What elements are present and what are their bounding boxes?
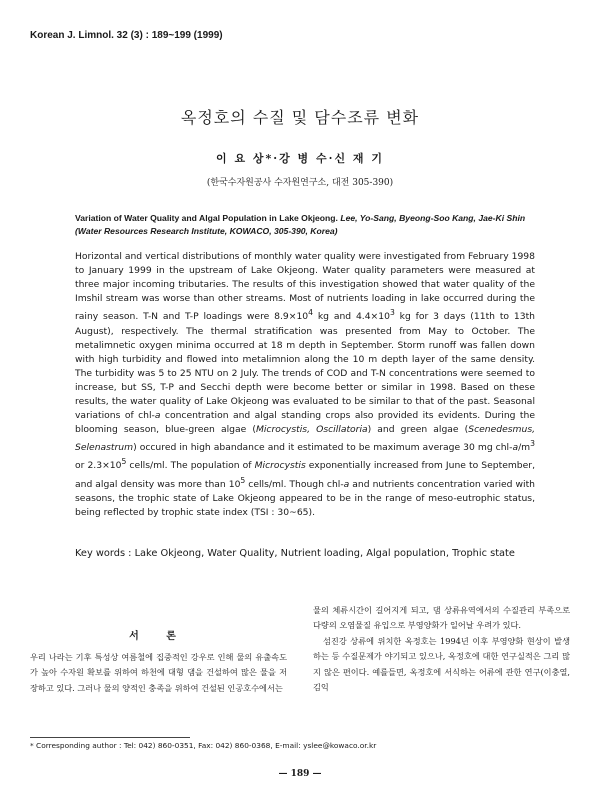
- abstract-text: ) and green algae (: [367, 424, 469, 436]
- italic-term: a: [512, 442, 519, 454]
- superscript: 3: [530, 439, 535, 449]
- body-paragraph: 물의 체류시간이 길어지게 되고, 댐 상류유역에서의 수질관리 부족으로 다량의 오염물질 유입으로 부영양화가 일어날 우려가 있다.: [313, 605, 570, 631]
- italic-term: Microcystis, Oscillatoria: [255, 424, 368, 436]
- section-heading-introduction: 서 론: [129, 631, 188, 642]
- body-paragraph: 섬진강 상류에 위치한 옥정호는 1994년 이후 부영양화 현상이 발생하는 등 수질문제가 야기되고 있으나, 옥정호에 대한 연구실적은 그리 많지 않은 편이다. 예를들면, 옥정호에 서식하는 어류에 관한 연구(이충열, 김익: [313, 635, 570, 693]
- abstract-text: and nutrients concentration varied with seasons, the trophic state of Lake Okjeong appeared to be in the range of meso-eutrophic status, being reflected by trophic state index (TSI : 30~65).: [75, 478, 535, 518]
- body-column-right: [313, 603, 570, 695]
- abstract-text: Horizontal and vertical distributions of monthly water quality were investigated from February 1998 to January 1999 in the upstream of Lake Okjeong. Water quality parameters were measured at three major incoming tributaries. The results of this investigation showed that water quality of the Imshil stream was worse than other streams. Most of nutrients loading in lake occurred during the rainy season. T-N and T-P loadings were 8.9×10: [75, 251, 535, 323]
- superscript: 5: [240, 475, 246, 485]
- abstract-text: kg for 3 days (11th to 13th August), respectively. The thermal stratification was presented from May to October. The metalimnetic oxygen minima occurred at 18 m depth in September. Storm runoff was fallen down with high turbidity and flowed into metalimnion along the 10 m depth layer of the same density. The turbidity was 5 to 25 NTU on 2 July. The trends of COD and T-N concentrations were seemed to increase, but SS, T-P and Secchi depth were become better or similar in 1998. Based on these results, the water quality of Lake Okjeong was evaluated to be similar to that of the past. Seasonal variations of chl-: [75, 311, 535, 422]
- superscript: 3: [389, 308, 395, 318]
- page-number: — 189 —: [278, 769, 322, 779]
- abstract-paragraph: [75, 250, 535, 520]
- english-title: Variation of Water Quality and Algal Population in Lake Okjeong.: [75, 213, 338, 223]
- keywords-label: Key words :: [75, 548, 135, 559]
- body-column-left: 우리 나라는 기후 특성상 여름철에 집중적인 강우로 인해 물의 유출속도가 높아 수자원 확보를 위하여 하천에 대형 댐을 건설하여 많은 물을 저장하고 있다. 그러나 물의 양적인 충족을 위하여 건설된 인공호수에서는: [30, 652, 287, 693]
- keywords: [75, 547, 535, 562]
- italic-term: a: [343, 478, 350, 490]
- abstract-text: kg and 4.4×10: [313, 311, 390, 323]
- english-affiliation: (Water Resources Research Institute, KOWACO, 305-390, Korea): [75, 226, 338, 236]
- journal-citation: Korean J. Limnol. 32 (3) : 189~199 (1999): [30, 30, 223, 41]
- abstract-text: cells/ml. The population of: [126, 460, 255, 472]
- abstract-text: or 2.3×10: [75, 460, 122, 472]
- abstract-text: exponentially increased from June to September, and algal density was more than 10: [75, 460, 535, 490]
- paper-title-english: [75, 212, 535, 238]
- abstract-text: concentration and algal standing crops also provided its evidents. During the blooming season, blue-green algae (: [75, 410, 535, 436]
- corresponding-author-footnote: * Corresponding author : Tel: 042) 860-0351, Fax: 042) 860-0368, E-mail: yslee@kowaco.or.kr: [30, 741, 377, 750]
- superscript: 5: [121, 457, 127, 467]
- abstract-text: cells/ml. Though chl-: [245, 478, 344, 490]
- footnote-divider: [30, 737, 190, 738]
- abstract-text: /m: [518, 442, 531, 454]
- italic-term: a: [154, 410, 161, 422]
- paper-title-korean: 옥정호의 수질 및 담수조류 변화: [180, 108, 420, 127]
- italic-term: Microcystis: [254, 460, 306, 472]
- superscript: 4: [308, 308, 314, 318]
- abstract-text: ) occured in high abandance and it estimated to be maximum average 30 mg chl-: [133, 442, 513, 454]
- italic-term: Scenedesmus, Selenastrum: [75, 424, 536, 454]
- english-authors: Lee, Yo-Sang, Byeong-Soo Kang, Jae-Ki Shin: [340, 213, 526, 223]
- abstract: [75, 250, 535, 520]
- keywords-terms: Lake Okjeong, Water Quality, Nutrient loading, Algal population, Trophic state: [134, 548, 515, 559]
- authors-korean: 이 요 상*·강 병 수·신 재 기: [215, 152, 385, 165]
- affiliation-korean: (한국수자원공사 수자원연구소, 대전 305-390): [206, 178, 394, 188]
